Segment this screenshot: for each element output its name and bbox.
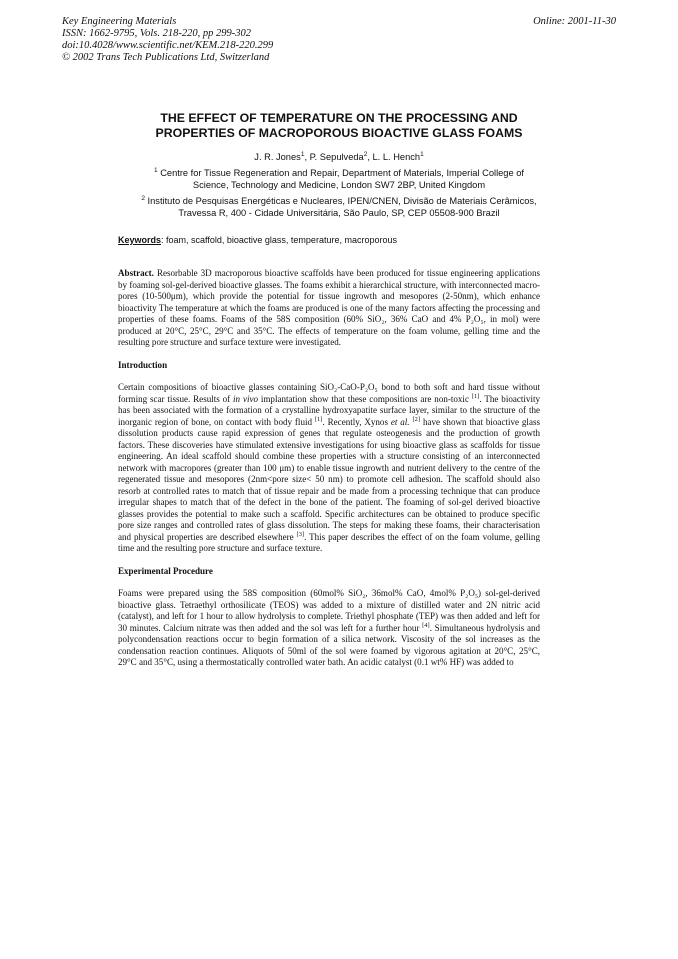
affiliation-number: 2 bbox=[141, 194, 145, 202]
abstract-label: Abstract. bbox=[118, 268, 154, 278]
paper-body bbox=[118, 268, 540, 680]
affiliation-number: 1 bbox=[153, 166, 158, 174]
intro-text: . This paper describes the effect of on the foam volume, gelling time and the resulting pore structure and surface texture. bbox=[118, 531, 540, 553]
author-separator: , bbox=[367, 152, 373, 162]
citation: [4] bbox=[422, 621, 430, 629]
author-list bbox=[62, 152, 616, 162]
online-date: Online: 2001-11-30 bbox=[533, 16, 616, 27]
citation: [3] bbox=[296, 530, 305, 538]
author-1-affil: 1 bbox=[300, 150, 305, 158]
citation: [1] bbox=[314, 415, 323, 423]
copyright-line: © 2002 Trans Tech Publications Ltd, Switzerland bbox=[62, 52, 270, 63]
keywords bbox=[118, 235, 397, 245]
journal-header bbox=[62, 16, 273, 64]
intro-text: implantation show that these compositions are non-toxic bbox=[258, 393, 472, 404]
author-3-affil: 1 bbox=[420, 150, 424, 158]
intro-italic: et al. bbox=[390, 416, 410, 427]
keywords-colon: : bbox=[161, 235, 164, 245]
author-2: P. Sepulveda bbox=[309, 152, 364, 162]
experimental-heading: Experimental Procedure bbox=[118, 565, 213, 576]
abstract bbox=[118, 268, 540, 349]
author-3: L. L. Hench bbox=[372, 152, 421, 162]
intro-text: Certain compositions of bioactive glasses containing SiO₂-CaO-P₂O₅ bond to both soft and hard tissue without forming scar tissue. Results of bbox=[118, 382, 540, 404]
introduction-heading: Introduction bbox=[118, 359, 168, 370]
paper-title bbox=[62, 111, 616, 141]
affiliation-text: Instituto de Pesquisas Energéticas e Nucleares, IPEN/CNEN, Divisão de Materiais Cerâmicos, bbox=[144, 196, 537, 206]
experimental-paragraph bbox=[118, 588, 540, 669]
author-1: J. R. Jones bbox=[254, 152, 301, 162]
intro-text: . The bioactivity has been associated with the formation of a crystalline hydroxyapatite surface layer, similar to the structure of the inorganic region of bone, on contact with body fluid bbox=[118, 393, 540, 427]
intro-text: . Recently, Xynos bbox=[322, 416, 391, 427]
affiliation-2 bbox=[110, 196, 568, 219]
issn-line: ISSN: 1662-9795, Vols. 218-220, pp 299-302 bbox=[62, 28, 251, 39]
experimental-text: Foams were prepared using the 58S composition (60mol% SiO₂, 36mol% CaO, 4mol% P₂O₅) sol-gel-derived bioactive glass. Tetraethyl orthosilicate (TEOS) was added to a mixture of distilled water and 2N nitric acid (catalyst), and left for 1 hour to allow hydrolysis to complete. Triethyl phosphate (TEP) was then added and left for 30 minutes. Calcium nitrate was then added and the sol was left for a further hour bbox=[118, 588, 540, 633]
keywords-text: foam, scaffold, bioactive glass, temperature, macroporous bbox=[163, 235, 397, 245]
doi-line: doi:10.4028/www.scientific.net/KEM.218-220.299 bbox=[62, 40, 274, 51]
title-line-1: THE EFFECT OF TEMPERATURE ON THE PROCESSING AND bbox=[160, 111, 518, 125]
intro-text: have shown that bioactive glass dissolution products cause rapid expression of genes that regulate osteogenesis and the production of growth factors. These discoveries have stimulated extensive investigations for using bioactive glass as scaffolds for tissue engineering. An ideal scaffold should combine these properties with a structure consisting of an interconnected network with macropores (greater than 100 μm) to enable tissue ingrowth and nutrient delivery to the centre of the regenerated tissue and mesopores (2nm<pore size< 50 nm) to promote cell adhesion. The scaffold should also resorb at controlled rates to match that of tissue repair and be made from a processing technique that can produce irregular shapes to match that of the defect in the bone of the patient. The foaming of sol-gel derived bioactive glasses provides the potential to make such a scaffold. Specific architectures can be obtained to produce specific pore size ranges and controlled rates of glass dissolution. The steps for making these foams, their characterisation and physical properties are described elsewhere bbox=[118, 416, 541, 542]
citation: [1] bbox=[471, 392, 480, 400]
affiliation-text: Science, Technology and Medicine, London SW7 2BP, United Kingdom bbox=[192, 179, 486, 190]
affiliation-1 bbox=[110, 168, 568, 191]
affiliation-text: Centre for Tissue Regeneration and Repair, Department of Materials, Imperial College of bbox=[157, 168, 524, 178]
journal-name: Key Engineering Materials bbox=[62, 16, 177, 27]
title-line-2: PROPERTIES OF MACROPOROUS BIOACTIVE GLASS FOAMS bbox=[155, 126, 523, 140]
affiliation-text: Travessa R, 400 - Cidade Universitária, São Paulo, SP, CEP 05508-900 Brazil bbox=[178, 207, 500, 218]
keywords-label: Keywords bbox=[118, 235, 162, 245]
author-2-affil: 2 bbox=[363, 150, 368, 158]
citation: [2] bbox=[412, 415, 421, 423]
introduction-paragraph bbox=[118, 382, 540, 555]
intro-italic: in vivo bbox=[233, 393, 259, 404]
experimental-text: . Simultaneous hydrolysis and polycondensation reactions occur to begin formation of a silica network. Viscosity of the sol increases as the condensation reaction continues. Aliquots of 50ml of the sol were foamed by vigorous agitation at 20°C, 25°C, 29°C and 35°C, using a thermostatically controlled water bath. An acidic catalyst (0.1 wt% HF) was added to bbox=[118, 622, 541, 667]
author-separator: , bbox=[304, 152, 310, 162]
abstract-text: Resorbable 3D macroporous bioactive scaffolds have been produced for tissue engineering applications by foaming sol-gel-derived bioactive glasses. The foams exhibit a hierarchical structure, with interconnected macro-pores (10-500μm), which provide the potential for tissue ingrowth and mesopores (2-50nm), which enhance bioactivity The temperature at which the foams are produced is one of the many factors affecting the processing and properties of these foams. Foams of the 58S composition (60% SiO₂, 36% CaO and 4% P₂O₅, in mol) were produced at 20°C, 25°C, 29°C and 35°C. The effects of temperature on the foam volume, gelling time and the resulting pore structure and surface texture were investigated. bbox=[118, 268, 540, 347]
